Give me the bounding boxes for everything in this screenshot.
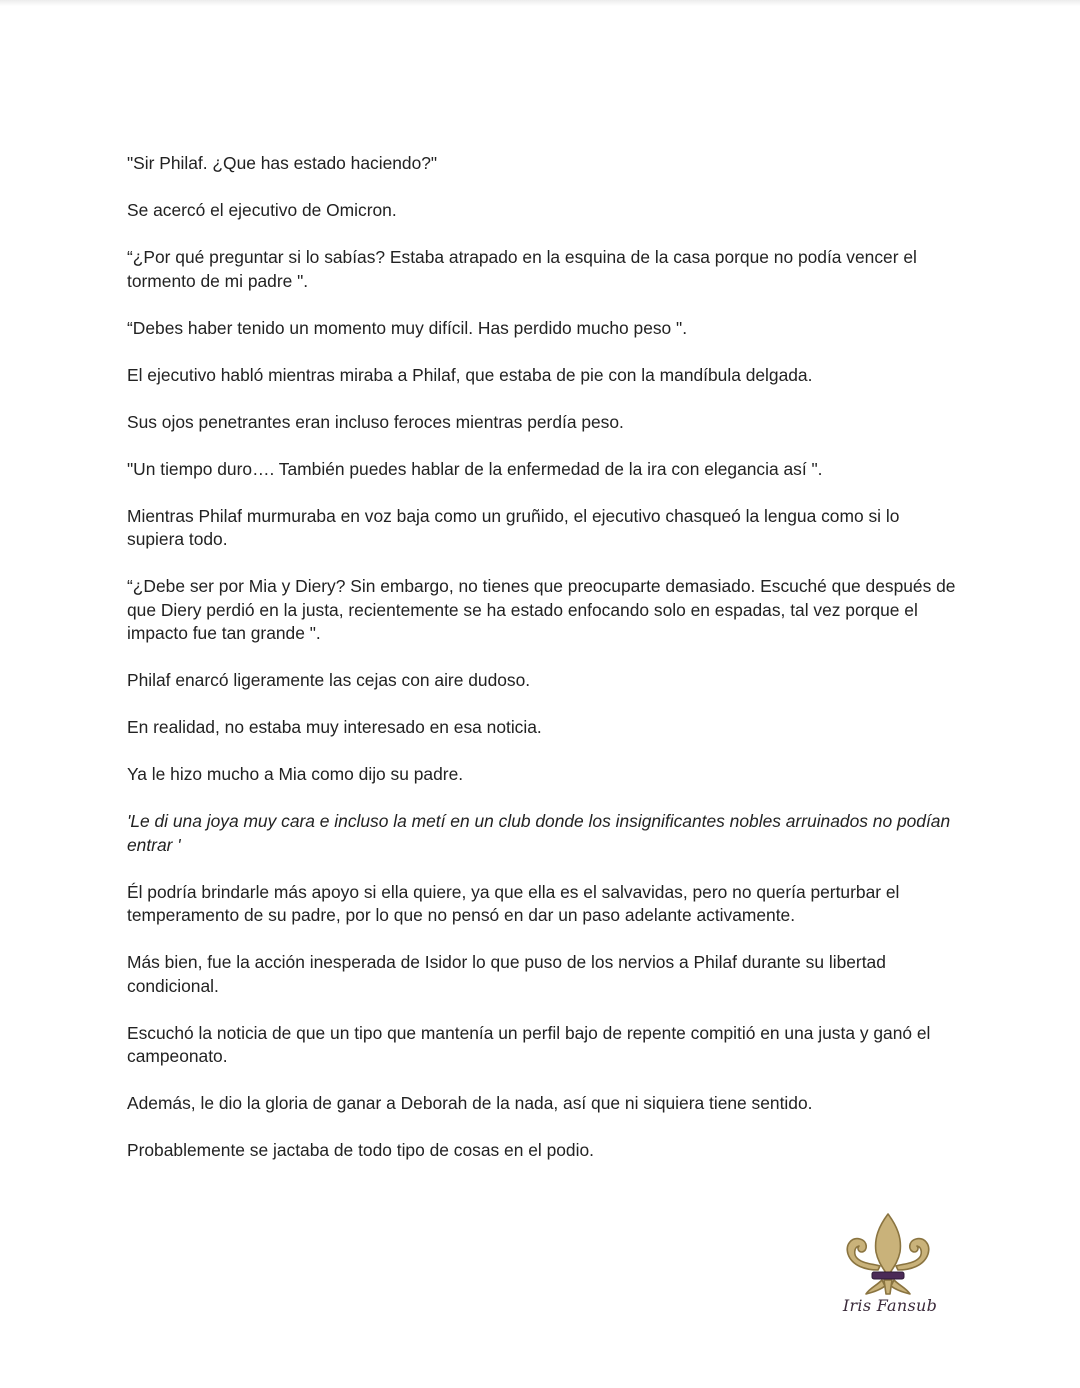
paragraph-9: “¿Debe ser por Mia y Diery? Sin embargo, no tienes que preocuparte demasiado. Escuché que después de que Diery perdió en la justa, recientemente se ha estado enfocando solo en espadas, tal vez porque el impacto fue tan grande ".: [127, 576, 956, 643]
iris-fansub-logo: [838, 1210, 948, 1325]
paragraph-8: Mientras Philaf murmuraba en voz baja como un gruñido, el ejecutivo chasqueó la lengua como si lo supiera todo.: [127, 505, 900, 549]
document-body: [127, 152, 957, 1186]
paragraph-16: Escuchó la noticia de que un tipo que mantenía un perfil bajo de repente compitió en una justa y ganó el campeonato.: [127, 1022, 931, 1066]
paragraph-10: Philaf enarcó ligeramente las cejas con aire dudoso.: [127, 670, 531, 690]
top-edge-shadow: [0, 0, 1080, 6]
paragraph-12: Ya le hizo mucho a Mia como dijo su padre.: [127, 764, 464, 784]
paragraph-18: Probablemente se jactaba de todo tipo de cosas en el podio.: [127, 1140, 594, 1160]
paragraph-13-italic: 'Le di una joya muy cara e incluso la metí en un club donde los insignificantes nobles arruinados no podían entrar ': [127, 811, 951, 855]
paragraph-1: "Sir Philaf. ¿Que has estado haciendo?": [127, 153, 438, 173]
paragraph-11: En realidad, no estaba muy interesado en esa noticia.: [127, 717, 542, 737]
paragraph-15: Más bien, fue la acción inesperada de Isidor lo que puso de los nervios a Philaf durante su libertad condicional.: [127, 952, 886, 996]
logo-text: Iris Fansub: [842, 1296, 938, 1315]
paragraph-2: Se acercó el ejecutivo de Omicron.: [127, 200, 397, 220]
paragraph-4: “Debes haber tenido un momento muy difícil. Has perdido mucho peso ".: [127, 317, 688, 338]
paragraph-3: “¿Por qué preguntar si lo sabías? Estaba atrapado en la esquina de la casa porque no podía vencer el tormento de mi padre ".: [127, 247, 917, 291]
fleur-de-lis-icon: [838, 1210, 942, 1298]
paragraph-17: Además, le dio la gloria de ganar a Deborah de la nada, así que ni siquiera tiene sentido.: [127, 1093, 813, 1113]
paragraph-14: Él podría brindarle más apoyo si ella quiere, ya que ella es el salvavidas, pero no quería perturbar el temperamento de su padre, por lo que no pensó en dar un paso adelante activamente.: [127, 881, 900, 925]
paragraph-6: Sus ojos penetrantes eran incluso feroces mientras perdía peso.: [127, 411, 624, 432]
paragraph-5: El ejecutivo habló mientras miraba a Philaf, que estaba de pie con la mandíbula delgada.: [127, 364, 813, 385]
paragraph-7: "Un tiempo duro…. También puedes hablar de la enfermedad de la ira con elegancia así ".: [127, 458, 823, 479]
